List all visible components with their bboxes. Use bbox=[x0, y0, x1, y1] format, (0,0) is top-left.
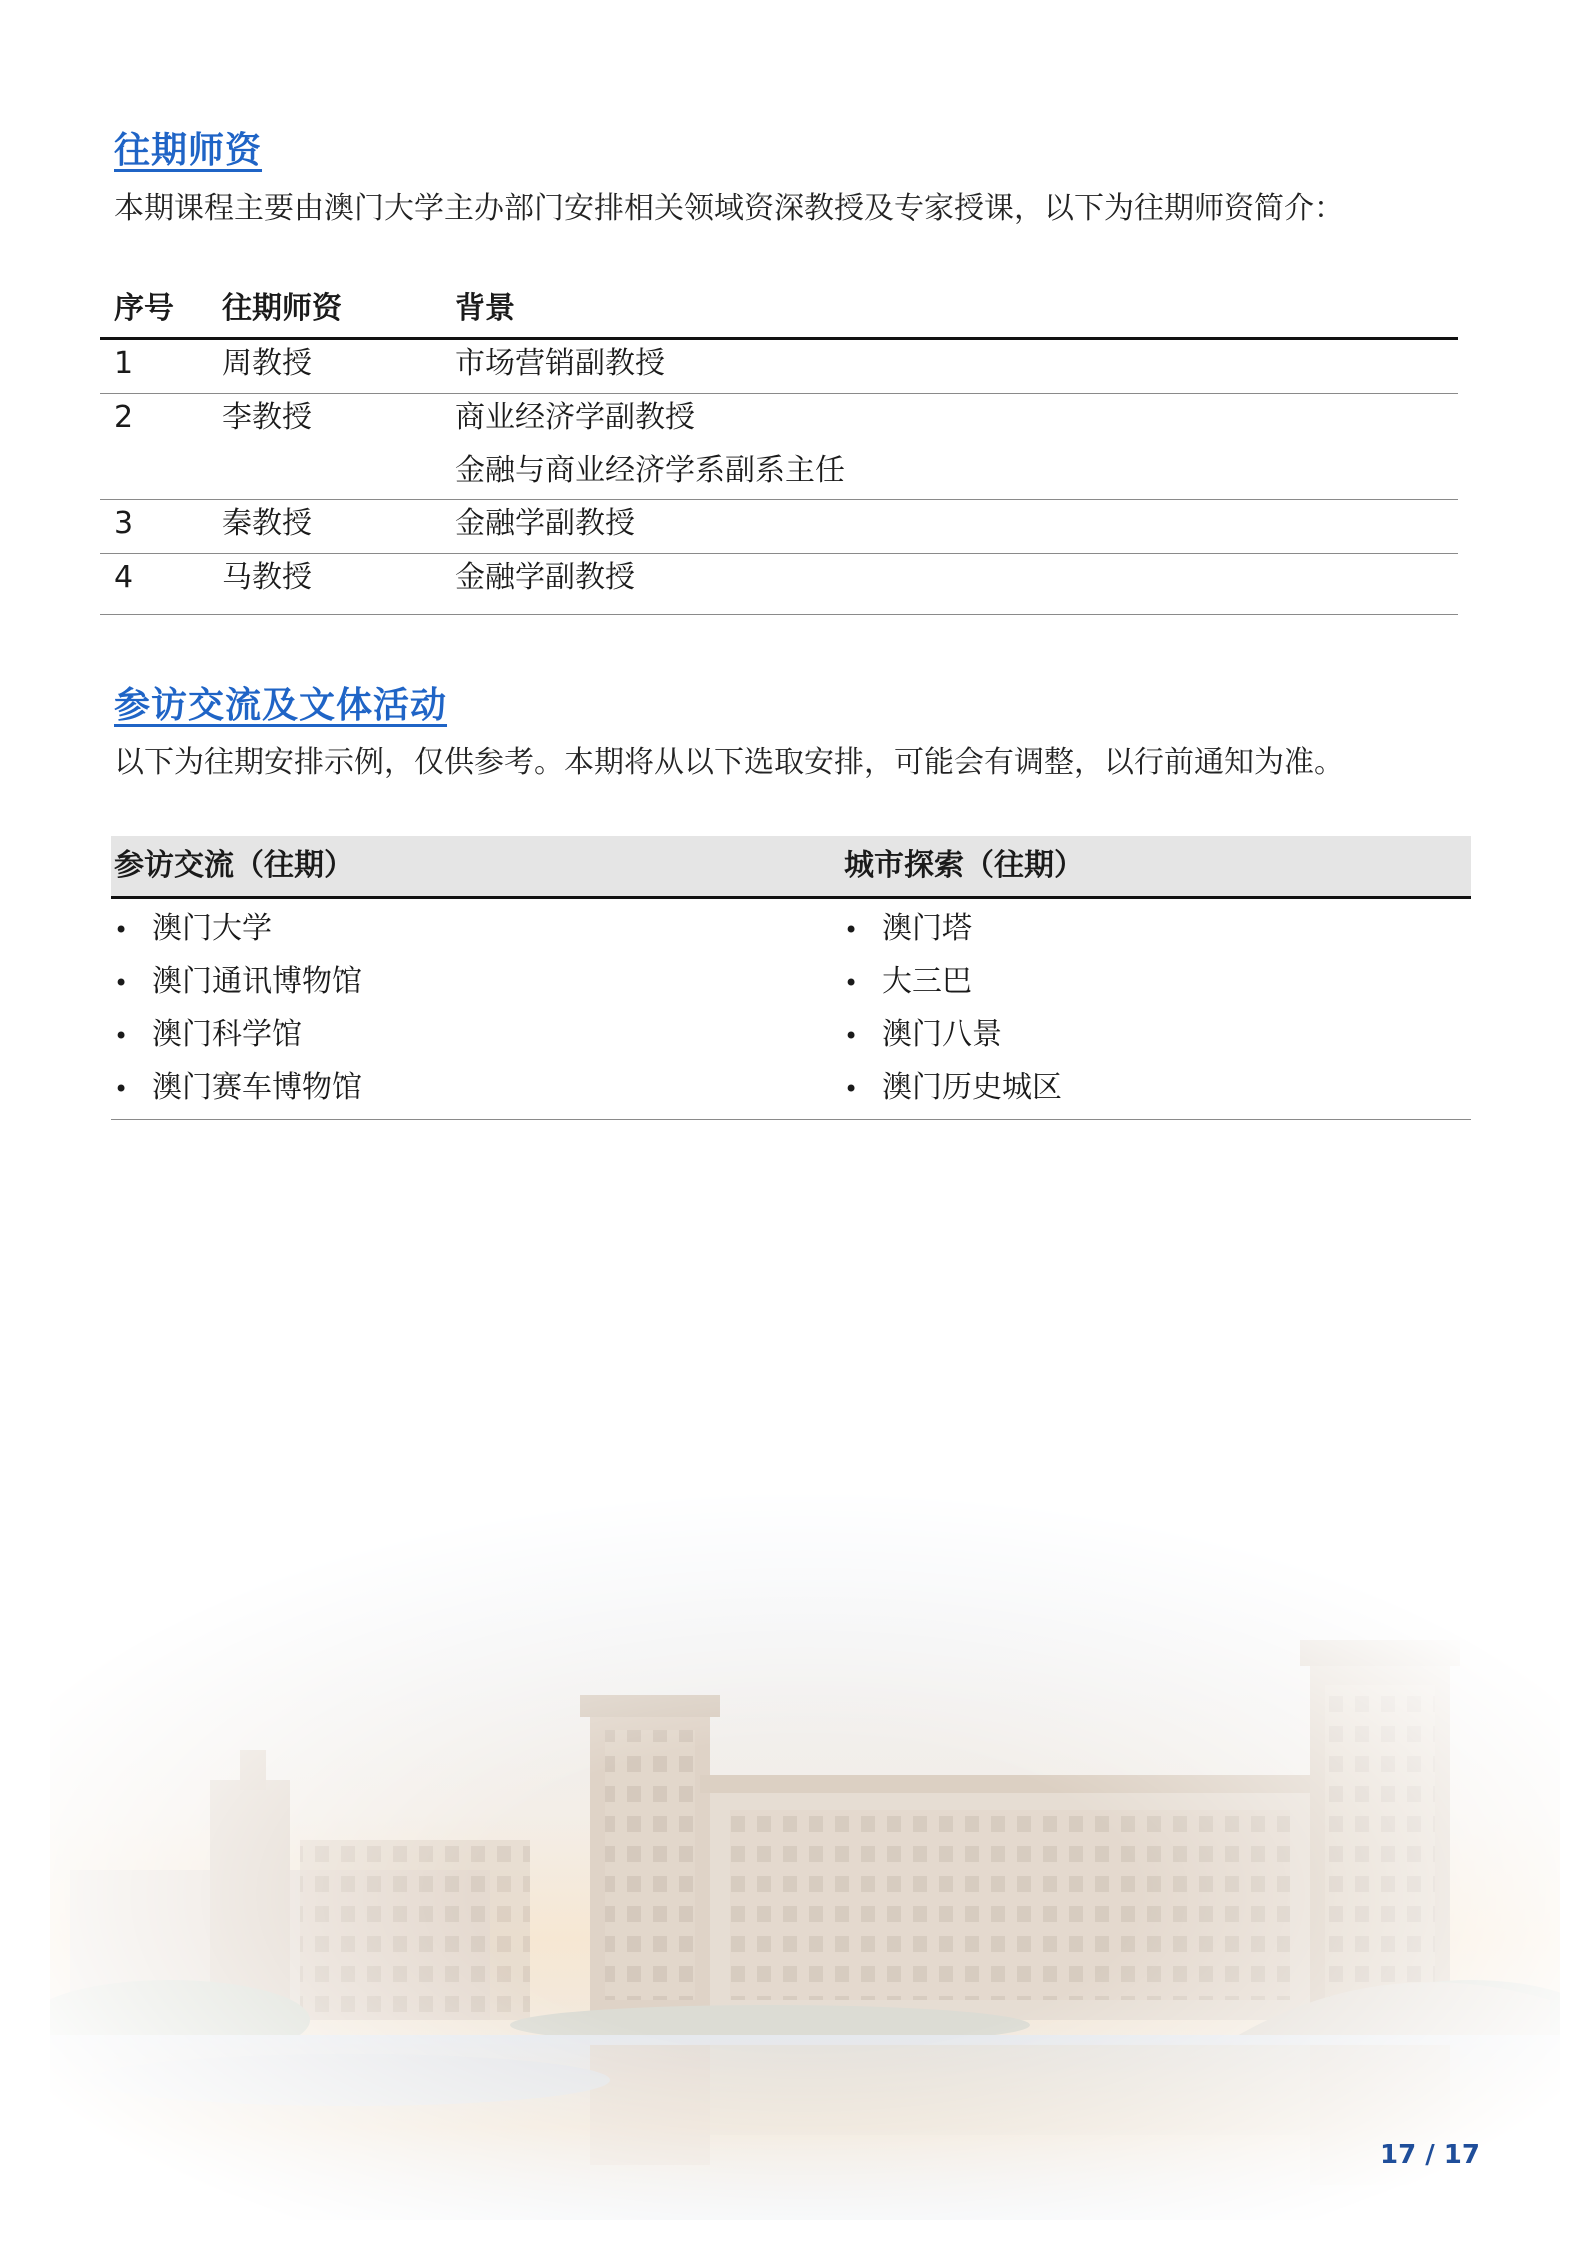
activities-intro: 以下为往期安排示例，仅供参考。本期将从以下选取安排，可能会有调整，以行前通知为准。 bbox=[114, 745, 1344, 780]
list-item bbox=[114, 962, 362, 1015]
header-name: 往期师资 bbox=[222, 291, 342, 326]
table-row bbox=[100, 394, 1458, 500]
row-name: 周教授 bbox=[222, 346, 312, 381]
row-num: 4 bbox=[114, 560, 134, 595]
activities-table bbox=[111, 836, 1471, 1120]
row-background: 市场营销副教授 bbox=[455, 346, 665, 381]
bullet-icon: • bbox=[114, 1075, 129, 1103]
campus-background-image bbox=[50, 1480, 1560, 2220]
bullet-icon: • bbox=[844, 1075, 859, 1103]
faculty-intro: 本期课程主要由澳门大学主办部门安排相关领域资深教授及专家授课，以下为往期师资简介： bbox=[114, 191, 1344, 226]
bullet-icon: • bbox=[114, 916, 129, 944]
bullet-icon: • bbox=[114, 1022, 129, 1050]
bullet-icon: • bbox=[114, 969, 129, 997]
faculty-table bbox=[100, 287, 1458, 615]
list-item-label: 澳门赛车博物馆 bbox=[152, 1070, 362, 1105]
visits-list bbox=[114, 909, 362, 1121]
list-item-label: 澳门八景 bbox=[882, 1017, 1002, 1052]
list-item bbox=[114, 909, 362, 962]
list-item-label: 澳门通讯博物馆 bbox=[152, 964, 362, 999]
section-title-activities: 参访交流及文体活动 bbox=[114, 685, 448, 726]
row-background-line2: 金融与商业经济学系副系主任 bbox=[455, 453, 845, 488]
list-item bbox=[114, 1068, 362, 1121]
list-item-label: 澳门历史城区 bbox=[882, 1070, 1062, 1105]
header-visits: 参访交流（往期） bbox=[114, 848, 354, 883]
list-item bbox=[844, 1068, 1062, 1121]
header-num: 序号 bbox=[114, 291, 174, 326]
list-item-label: 大三巴 bbox=[882, 964, 972, 999]
list-item bbox=[844, 1015, 1062, 1068]
table-row bbox=[100, 340, 1458, 394]
page-number: 17 / 17 bbox=[1380, 2140, 1480, 2170]
row-background: 商业经济学副教授 bbox=[455, 400, 695, 435]
list-item bbox=[844, 962, 1062, 1015]
list-item-label: 澳门塔 bbox=[882, 911, 972, 946]
list-item bbox=[114, 1015, 362, 1068]
header-background: 背景 bbox=[455, 291, 515, 326]
row-name: 秦教授 bbox=[222, 506, 312, 541]
row-num: 1 bbox=[114, 346, 134, 381]
row-num: 3 bbox=[114, 506, 134, 541]
row-background: 金融学副教授 bbox=[455, 560, 635, 595]
list-item-label: 澳门科学馆 bbox=[152, 1017, 302, 1052]
faculty-table-header bbox=[100, 287, 1458, 340]
activities-table-header bbox=[111, 836, 1471, 899]
section-title-faculty: 往期师资 bbox=[114, 130, 263, 171]
city-explore-list bbox=[844, 909, 1062, 1121]
list-item bbox=[844, 909, 1062, 962]
row-background: 金融学副教授 bbox=[455, 506, 635, 541]
table-row bbox=[100, 554, 1458, 615]
bullet-icon: • bbox=[844, 969, 859, 997]
list-item-label: 澳门大学 bbox=[152, 911, 272, 946]
row-num: 2 bbox=[114, 400, 134, 435]
bullet-icon: • bbox=[844, 916, 859, 944]
table-row bbox=[100, 500, 1458, 554]
row-name: 马教授 bbox=[222, 560, 312, 595]
activities-table-body bbox=[111, 899, 1471, 1120]
bullet-icon: • bbox=[844, 1022, 859, 1050]
campus-illustration bbox=[50, 1480, 1560, 2220]
row-name: 李教授 bbox=[222, 400, 312, 435]
header-city-explore: 城市探索（往期） bbox=[844, 848, 1084, 883]
